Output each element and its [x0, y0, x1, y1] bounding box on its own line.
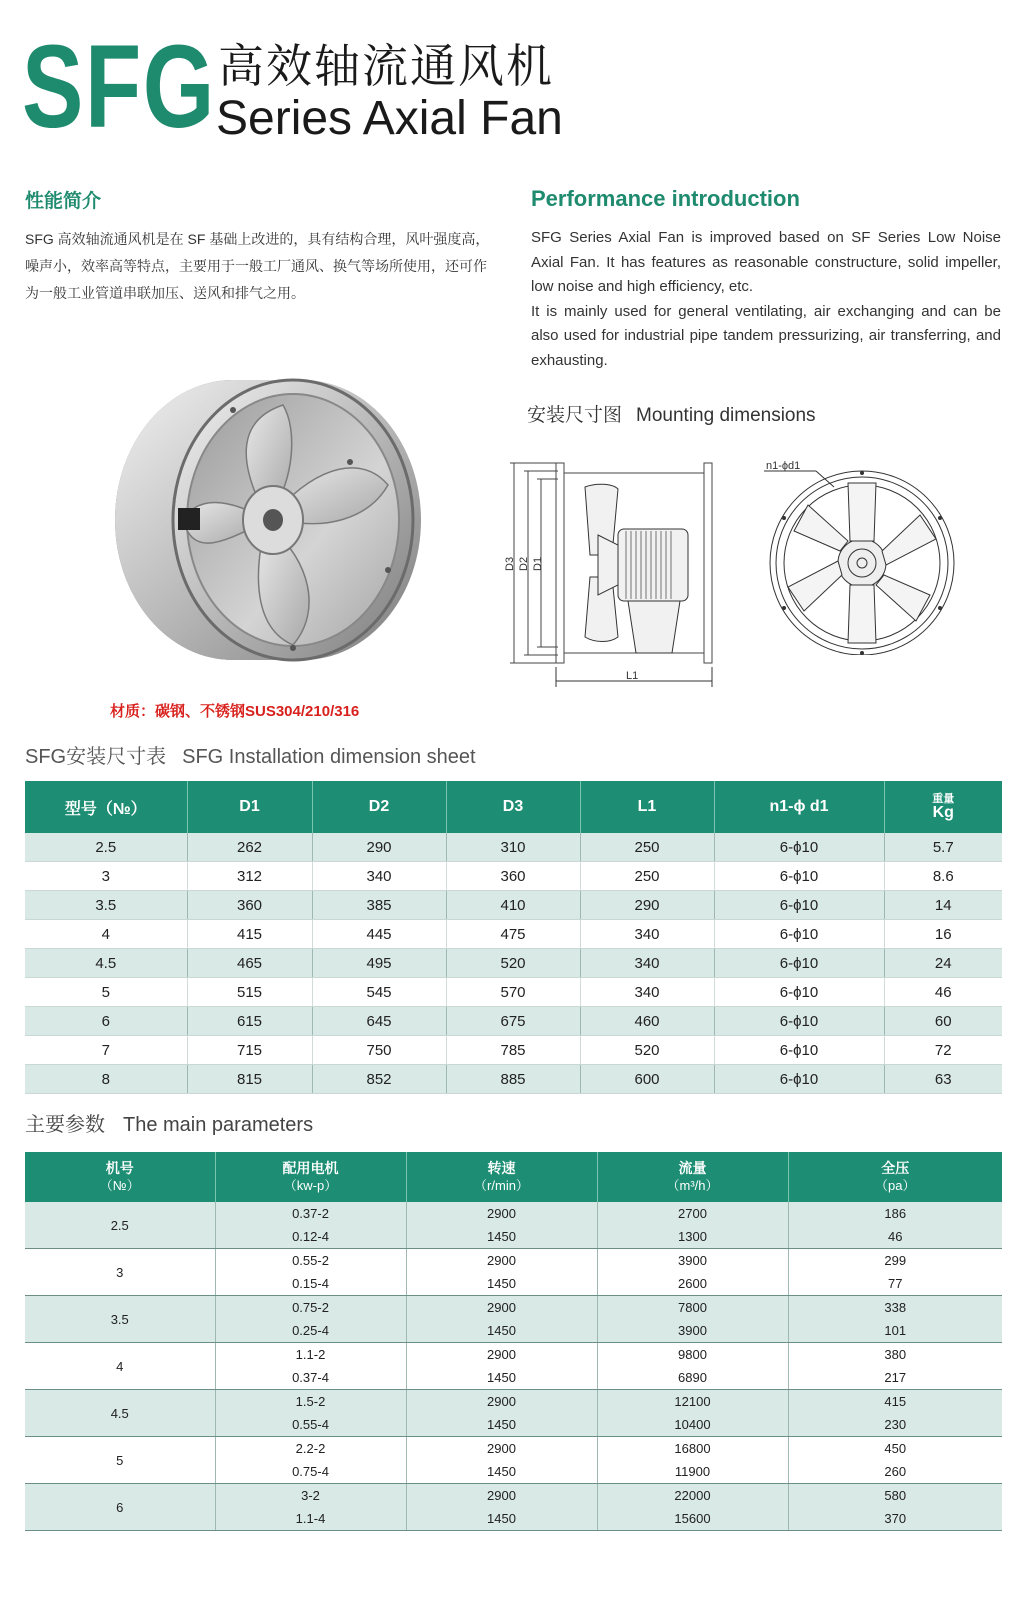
- header-unit: （pa）: [875, 1178, 916, 1193]
- table-cell: 1450: [406, 1319, 597, 1343]
- intro-text-en-paragraph-2: It is mainly used for general ventilating, air exchanging and can be also used for industrial pipe tandem pressurizing, air transferring, and exhausting.: [531, 302, 1001, 369]
- install-header-row: [25, 781, 1002, 833]
- col-header-model: 型号（№）: [25, 781, 187, 833]
- table-cell: 1.5-2: [215, 1390, 406, 1414]
- header-label: 全压: [881, 1160, 910, 1176]
- label-d3: D3: [504, 556, 516, 571]
- table-cell: 12100: [597, 1390, 788, 1414]
- table-cell: 3900: [597, 1319, 788, 1343]
- table-cell: 410: [446, 891, 580, 920]
- param-group: [25, 1484, 1002, 1531]
- col-header-speed: [406, 1152, 597, 1202]
- table-cell: 6-ϕ10: [714, 920, 884, 949]
- table-cell: 1450: [406, 1413, 597, 1437]
- install-sheet-title-cn: SFG安装尺寸表: [25, 746, 167, 768]
- table-cell: 4.5: [25, 949, 187, 978]
- table-cell: 580: [788, 1484, 1002, 1508]
- table-cell: 3900: [597, 1249, 788, 1273]
- machine-no-cell: 4.5: [25, 1390, 215, 1437]
- intro-text-en-paragraph-1: SFG Series Axial Fan is improved based on SF Series Low Noise Axial Fan. It has features as reasonable constructure, solid impeller, low noise and high efficiency, etc.: [531, 229, 1001, 295]
- param-group: [25, 1296, 1002, 1343]
- table-cell: 360: [187, 891, 312, 920]
- label-d2: D2: [518, 556, 530, 571]
- table-row: [25, 833, 1002, 862]
- table-cell: 2600: [597, 1272, 788, 1296]
- table-cell: 312: [187, 862, 312, 891]
- header-label: 机号: [105, 1160, 134, 1176]
- table-cell: 6-ϕ10: [714, 978, 884, 1007]
- table-cell: 380: [788, 1343, 1002, 1367]
- header-label: 配用电机: [282, 1160, 339, 1176]
- main-params-table: [25, 1152, 1002, 1531]
- table-cell: 290: [580, 891, 714, 920]
- weight-header-top: 重量: [932, 793, 955, 805]
- table-cell: 370: [788, 1507, 1002, 1531]
- install-sheet-title: [25, 740, 492, 769]
- table-cell: 0.15-4: [215, 1272, 406, 1296]
- machine-no-cell: 3: [25, 1249, 215, 1296]
- table-cell: 24: [884, 949, 1002, 978]
- table-cell: 7800: [597, 1296, 788, 1320]
- param-group: [25, 1390, 1002, 1437]
- table-cell: 77: [788, 1272, 1002, 1296]
- table-row: [25, 1007, 1002, 1036]
- table-cell: 6-ϕ10: [714, 862, 884, 891]
- fan-product-image: [88, 370, 428, 670]
- machine-no-cell: 5: [25, 1437, 215, 1484]
- table-cell: 46: [788, 1225, 1002, 1249]
- table-cell: 465: [187, 949, 312, 978]
- table-row: [25, 978, 1002, 1007]
- col-header-motor: [215, 1152, 406, 1202]
- table-cell: 450: [788, 1437, 1002, 1461]
- param-group: [25, 1343, 1002, 1390]
- table-cell: 3-2: [215, 1484, 406, 1508]
- table-cell: 340: [580, 978, 714, 1007]
- table-cell: 250: [580, 862, 714, 891]
- table-row: [25, 920, 1002, 949]
- table-cell: 46: [884, 978, 1002, 1007]
- label-holes: n1-ϕd1: [766, 460, 801, 472]
- table-cell: 16: [884, 920, 1002, 949]
- mounting-title-cn: 安装尺寸图: [527, 405, 623, 426]
- table-cell: 0.75-2: [215, 1296, 406, 1320]
- table-row: [25, 1437, 1002, 1461]
- param-group: [25, 1202, 1002, 1249]
- table-cell: 2900: [406, 1202, 597, 1225]
- table-cell: 8: [25, 1065, 187, 1094]
- header-label: 转速: [487, 1160, 516, 1176]
- table-cell: 852: [312, 1065, 446, 1094]
- table-cell: 2700: [597, 1202, 788, 1225]
- table-cell: 2900: [406, 1390, 597, 1414]
- table-cell: 415: [187, 920, 312, 949]
- table-cell: 217: [788, 1366, 1002, 1390]
- table-cell: 2900: [406, 1437, 597, 1461]
- table-cell: 0.55-2: [215, 1249, 406, 1273]
- table-cell: 0.25-4: [215, 1319, 406, 1343]
- table-cell: 6-ϕ10: [714, 1065, 884, 1094]
- table-cell: 3: [25, 862, 187, 891]
- table-row: [25, 1390, 1002, 1414]
- table-row: [25, 1484, 1002, 1508]
- header-unit: （m³/h）: [666, 1178, 719, 1193]
- page-title-en: Series Axial Fan: [216, 92, 563, 145]
- table-cell: 675: [446, 1007, 580, 1036]
- table-cell: 415: [788, 1390, 1002, 1414]
- table-cell: 340: [580, 920, 714, 949]
- table-cell: 2900: [406, 1343, 597, 1367]
- table-cell: 1450: [406, 1366, 597, 1390]
- table-cell: 2.5: [25, 833, 187, 862]
- table-cell: 3.5: [25, 891, 187, 920]
- install-table-body: [25, 833, 1002, 1094]
- machine-no-cell: 2.5: [25, 1202, 215, 1249]
- machine-no-cell: 3.5: [25, 1296, 215, 1343]
- col-header-d2: D2: [312, 781, 446, 833]
- table-cell: 1450: [406, 1507, 597, 1531]
- table-cell: 1.1-4: [215, 1507, 406, 1531]
- main-params-title: [25, 1108, 331, 1137]
- col-header-machine-no: [25, 1152, 215, 1202]
- mounting-title-en: Mounting dimensions: [636, 405, 816, 426]
- table-cell: 6890: [597, 1366, 788, 1390]
- table-row: [25, 1343, 1002, 1367]
- col-header-d3: D3: [446, 781, 580, 833]
- table-cell: 515: [187, 978, 312, 1007]
- table-cell: 600: [580, 1065, 714, 1094]
- table-cell: 6: [25, 1007, 187, 1036]
- table-cell: 60: [884, 1007, 1002, 1036]
- param-group: [25, 1249, 1002, 1296]
- side-view-drawing: [500, 455, 725, 690]
- intro-heading-en: Performance introduction: [531, 186, 800, 211]
- mounting-title: [527, 400, 830, 427]
- table-row: [25, 1249, 1002, 1273]
- table-cell: 260: [788, 1460, 1002, 1484]
- table-cell: 262: [187, 833, 312, 862]
- table-cell: 1450: [406, 1460, 597, 1484]
- col-header-d1: D1: [187, 781, 312, 833]
- table-cell: 0.12-4: [215, 1225, 406, 1249]
- table-cell: 340: [580, 949, 714, 978]
- table-cell: 520: [446, 949, 580, 978]
- weight-header-bottom: Kg: [932, 804, 954, 821]
- table-cell: 445: [312, 920, 446, 949]
- table-cell: 385: [312, 891, 446, 920]
- table-cell: 645: [312, 1007, 446, 1036]
- table-cell: 1450: [406, 1272, 597, 1296]
- table-cell: 8.6: [884, 862, 1002, 891]
- machine-no-cell: 6: [25, 1484, 215, 1531]
- table-cell: 340: [312, 862, 446, 891]
- table-cell: 299: [788, 1249, 1002, 1273]
- table-row: [25, 1202, 1002, 1225]
- table-cell: 338: [788, 1296, 1002, 1320]
- main-params-title-cn: 主要参数: [25, 1114, 105, 1136]
- col-header-flow: [597, 1152, 788, 1202]
- table-cell: 6-ϕ10: [714, 833, 884, 862]
- col-header-weight: [884, 781, 1002, 833]
- table-cell: 570: [446, 978, 580, 1007]
- table-cell: 72: [884, 1036, 1002, 1065]
- install-sheet-title-en: SFG Installation dimension sheet: [182, 746, 476, 768]
- table-cell: 2900: [406, 1484, 597, 1508]
- header-unit: （kw-p）: [283, 1178, 338, 1193]
- table-cell: 715: [187, 1036, 312, 1065]
- material-note: 材质：碳钢、不锈钢SUS304/210/316: [110, 703, 360, 720]
- table-cell: 615: [187, 1007, 312, 1036]
- table-cell: 15600: [597, 1507, 788, 1531]
- machine-no-cell: 4: [25, 1343, 215, 1390]
- table-cell: 0.75-4: [215, 1460, 406, 1484]
- intro-text-cn: SFG 高效轴流通风机是在 SF 基础上改进的，具有结构合理，风叶强度高，噪声小，效率高等特点，主要用于一般工厂通风、换气等场所使用，还可作为一般工业管道串联加压、送风和排气之用。: [25, 231, 490, 301]
- table-cell: 22000: [597, 1484, 788, 1508]
- table-cell: 6-ϕ10: [714, 891, 884, 920]
- table-cell: 10400: [597, 1413, 788, 1437]
- params-header-row: [25, 1152, 1002, 1202]
- table-cell: 785: [446, 1036, 580, 1065]
- table-cell: 0.37-4: [215, 1366, 406, 1390]
- table-cell: 310: [446, 833, 580, 862]
- table-row: [25, 1065, 1002, 1094]
- label-l1: L1: [626, 670, 639, 682]
- table-cell: 6-ϕ10: [714, 1036, 884, 1065]
- table-cell: 1300: [597, 1225, 788, 1249]
- table-row: [25, 891, 1002, 920]
- table-cell: 7: [25, 1036, 187, 1065]
- table-cell: 14: [884, 891, 1002, 920]
- table-row: [25, 1036, 1002, 1065]
- header-unit: （№）: [99, 1178, 140, 1193]
- install-dimension-table: [25, 781, 1002, 1094]
- table-cell: 101: [788, 1319, 1002, 1343]
- table-cell: 6-ϕ10: [714, 949, 884, 978]
- table-cell: 230: [788, 1413, 1002, 1437]
- page-title-cn: 高效轴流通风机: [218, 40, 554, 92]
- table-row: [25, 862, 1002, 891]
- table-row: [25, 1296, 1002, 1320]
- table-row: [25, 949, 1002, 978]
- table-cell: 885: [446, 1065, 580, 1094]
- table-cell: 6-ϕ10: [714, 1007, 884, 1036]
- table-cell: 1450: [406, 1225, 597, 1249]
- table-cell: 1.1-2: [215, 1343, 406, 1367]
- table-cell: 16800: [597, 1437, 788, 1461]
- table-cell: 0.37-2: [215, 1202, 406, 1225]
- table-cell: 290: [312, 833, 446, 862]
- table-cell: 5.7: [884, 833, 1002, 862]
- table-cell: 520: [580, 1036, 714, 1065]
- table-cell: 9800: [597, 1343, 788, 1367]
- header-label: 流量: [678, 1160, 707, 1176]
- param-group: [25, 1437, 1002, 1484]
- table-cell: 4: [25, 920, 187, 949]
- main-params-title-en: The main parameters: [123, 1114, 314, 1136]
- table-cell: 2.2-2: [215, 1437, 406, 1461]
- table-cell: 5: [25, 978, 187, 1007]
- table-cell: 11900: [597, 1460, 788, 1484]
- table-cell: 0.55-4: [215, 1413, 406, 1437]
- table-cell: 545: [312, 978, 446, 1007]
- col-header-pressure: [788, 1152, 1002, 1202]
- table-cell: 475: [446, 920, 580, 949]
- intro-text-en: [531, 226, 1001, 373]
- intro-heading-cn: 性能简介: [25, 191, 102, 212]
- col-header-holes: n1-ϕ d1: [714, 781, 884, 833]
- table-cell: 2900: [406, 1296, 597, 1320]
- table-cell: 495: [312, 949, 446, 978]
- col-header-l1: L1: [580, 781, 714, 833]
- header-unit: （r/min）: [474, 1178, 529, 1193]
- table-cell: 815: [187, 1065, 312, 1094]
- brand-logo: SFG: [22, 21, 216, 153]
- table-cell: 750: [312, 1036, 446, 1065]
- table-cell: 460: [580, 1007, 714, 1036]
- table-cell: 186: [788, 1202, 1002, 1225]
- table-cell: 2900: [406, 1249, 597, 1273]
- table-cell: 360: [446, 862, 580, 891]
- front-view-drawing: [758, 455, 968, 655]
- label-d1: D1: [532, 556, 544, 571]
- table-cell: 63: [884, 1065, 1002, 1094]
- table-cell: 250: [580, 833, 714, 862]
